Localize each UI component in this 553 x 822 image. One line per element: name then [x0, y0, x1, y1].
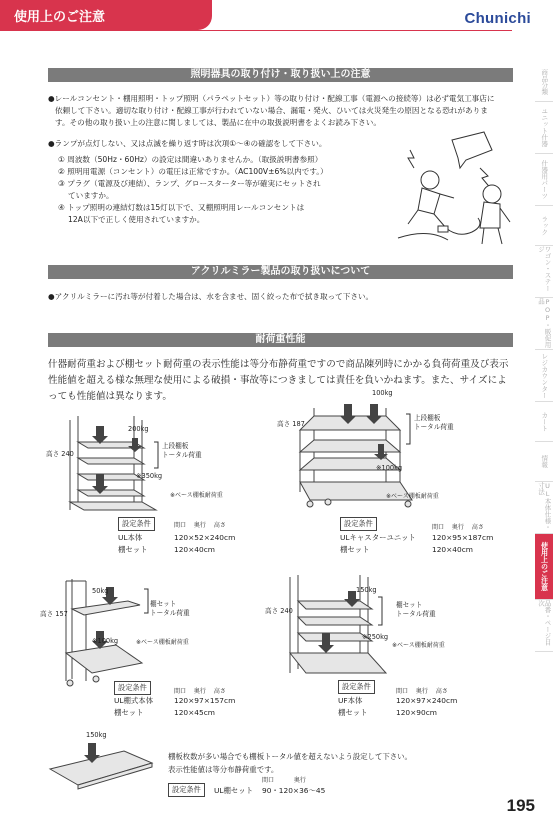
sidebar-item-active[interactable]: 使用上のご注意	[535, 534, 553, 600]
sidebar-item[interactable]: UL本体仕様・寸法	[535, 482, 553, 534]
d3-set-size: 120×45cm	[174, 708, 215, 717]
d2-top-load: 100kg	[372, 389, 393, 397]
checklist-item: ③ プラグ（電源及び連結）、ランプ、グロースターター等が確実にセットされ	[58, 179, 321, 188]
sidebar-item[interactable]: ユニット什器	[535, 102, 553, 154]
d2-col-headers: 間口 奥行 高さ	[432, 524, 484, 531]
d1-top-load: 200kg	[128, 425, 149, 433]
bottom-col-headers: 間口 奥行	[262, 777, 306, 784]
d1-col-headers: 間口 奥行 高さ	[174, 522, 226, 529]
sidebar-item[interactable]: 商品分類	[535, 62, 553, 102]
d1-unit-name: UL本体	[118, 533, 143, 542]
bottom-note2: 表示性能値は等分布静荷重です。	[168, 765, 279, 774]
shelf-diagram-ul-body	[60, 412, 180, 522]
sidebar-item[interactable]: 品番・ページ目次	[535, 600, 553, 652]
bottom-cond-label: 設定条件	[168, 783, 205, 797]
section-title-acrylic: アクリルミラー製品の取り扱いについて	[48, 265, 513, 279]
d3-col-headers: 間口 奥行 高さ	[174, 688, 226, 695]
d2-set-size: 120×40cm	[432, 545, 473, 554]
d4-top-load: 150kg	[356, 586, 377, 594]
d1-cond-label: 設定条件	[118, 517, 155, 531]
shelf-board-diagram	[44, 733, 164, 793]
load-paragraph: 什器耐荷重および棚セット耐荷重の表示性能は等分布静荷重ですので商品陳列時にかかる負荷荷重及び表示性能値を超える様な無理な使用による破損・事故等につきましては責任を負いかねます。また、サイズによっても性能値は異なります。	[48, 359, 509, 402]
d2-set-name: 棚セット	[340, 545, 370, 554]
checklist-item: ② 照明用電源（コンセント）の電圧は正常ですか。（AC100V±6%以内です。）	[58, 167, 328, 176]
d2-cond-label: 設定条件	[340, 517, 377, 531]
d3-shelf-total-label: 棚セット トータル荷重	[150, 600, 190, 617]
checklist-item: ① 周波数（50Hz・60Hz）の設定は間違いありませんか。（取扱説明書参照）	[58, 155, 323, 164]
d1-upper-total-label: 上段棚板 トータル荷重	[162, 442, 202, 459]
d1-unit-size: 120×52×240cm	[174, 533, 236, 542]
d3-base-load: ※100kg	[92, 637, 119, 645]
bottom-load: 150kg	[86, 731, 107, 739]
d2-unit-size: 120×95×187cm	[432, 533, 494, 542]
bottom-set-name: UL棚セット	[214, 786, 254, 795]
sidebar-item[interactable]: POP・販促用品	[537, 298, 552, 348]
d4-shelf-total-label: 棚セット トータル荷重	[396, 601, 436, 618]
checklist-item: ていますか。	[58, 191, 114, 200]
d3-unit-name: UL棚式本体	[114, 696, 154, 705]
d4-unit-size: 120×97×240cm	[396, 696, 458, 705]
d3-base-note: ※ベース棚板耐荷重	[136, 639, 189, 646]
section-title-lighting: 照明器具の取り付け・取り扱い上の注意	[48, 68, 513, 82]
d2-height-label: 高さ 187	[277, 420, 305, 428]
d4-base-load: ※250kg	[362, 633, 389, 641]
bottom-set-size: 90・120×36〜45	[262, 786, 326, 795]
d2-base-note: ※ベース棚板耐荷重	[386, 493, 439, 500]
bottom-note1: 棚板枚数が多い場合でも棚板トータル値を超えないよう設定して下さい。	[168, 752, 412, 761]
d1-base-note: ※ベース棚板耐荷重	[170, 492, 223, 499]
acrylic-note: ●アクリルミラーに汚れ等が付着した場合は、水を含ませ、固く絞った布で拭き取って下さい。	[48, 292, 374, 301]
checklist-item: 12A以下で正しく使用されていますか。	[58, 215, 205, 224]
page-number: 195	[506, 796, 535, 815]
checklist-item: ④ トップ照明の連結灯数は15灯以下で、又棚照明用レールコンセントは	[58, 203, 305, 212]
d4-height-label: 高さ 240	[265, 607, 293, 615]
shelf-diagram-uf-body	[282, 573, 402, 683]
d1-height-label: 高さ 240	[46, 450, 74, 458]
d3-height-label: 高さ 157	[40, 610, 68, 618]
d4-unit-name: UF本体	[338, 696, 363, 705]
d4-set-size: 120×90cm	[396, 708, 437, 717]
electric-shock-illustration	[388, 128, 518, 248]
sidebar-item[interactable]: カート	[535, 402, 553, 442]
d2-upper-total-label: 上段棚板 トータル荷重	[414, 414, 454, 431]
lighting-bullet2: ●ランプが点灯しない、又は点滅を繰り返す時は次項①〜④の確認をして下さい。	[48, 139, 327, 148]
sidebar-item[interactable]: 情報	[535, 442, 553, 482]
d3-cond-label: 設定条件	[114, 681, 151, 695]
d1-set-name: 棚セット	[118, 545, 148, 554]
d3-top-load: 50kg	[92, 587, 109, 595]
sidebar-index	[535, 62, 553, 652]
sidebar-item[interactable]: レジカウンター	[535, 350, 553, 402]
lighting-checklist	[58, 154, 328, 226]
d4-col-headers: 間口 奥行 高さ	[396, 688, 448, 695]
d1-base-load: ※350kg	[136, 472, 163, 480]
brand-logo: Chunichi	[464, 10, 531, 27]
sidebar-item[interactable]: ラック	[535, 206, 553, 246]
sidebar-item[interactable]: ワゴン・ステージ	[535, 246, 553, 298]
d3-set-name: 棚セット	[114, 708, 144, 717]
d4-set-name: 棚セット	[338, 708, 368, 717]
d3-unit-size: 120×97×157cm	[174, 696, 236, 705]
d2-unit-name: ULキャスターユニット	[340, 533, 416, 542]
d2-base-load: ※100kg	[376, 464, 403, 472]
d1-set-size: 120×40cm	[174, 545, 215, 554]
sidebar-item[interactable]: 什器用パーツ	[535, 154, 553, 206]
d4-cond-label: 設定条件	[338, 680, 375, 694]
header-tab-title: 使用上のご注意	[0, 0, 212, 30]
lighting-bullet1: ●レールコンセント・棚用照明・トップ照明（パラペットセット）等の取り付け・配線工事（電源への接続等）は必ず電気工事店に 依頼して下さい。適切な取り付け・配線工事が行われていない場合、漏電・発火、ひいては火災発生の原因となる恐れがありま す。その他の取り扱い上の注意に関しましては、製品に在中の取扱説明書をよくお読み下さい。	[48, 94, 495, 127]
header-divider	[0, 30, 512, 31]
d4-base-note: ※ベース棚板耐荷重	[392, 642, 445, 649]
section-title-load: 耐荷重性能	[48, 333, 513, 347]
